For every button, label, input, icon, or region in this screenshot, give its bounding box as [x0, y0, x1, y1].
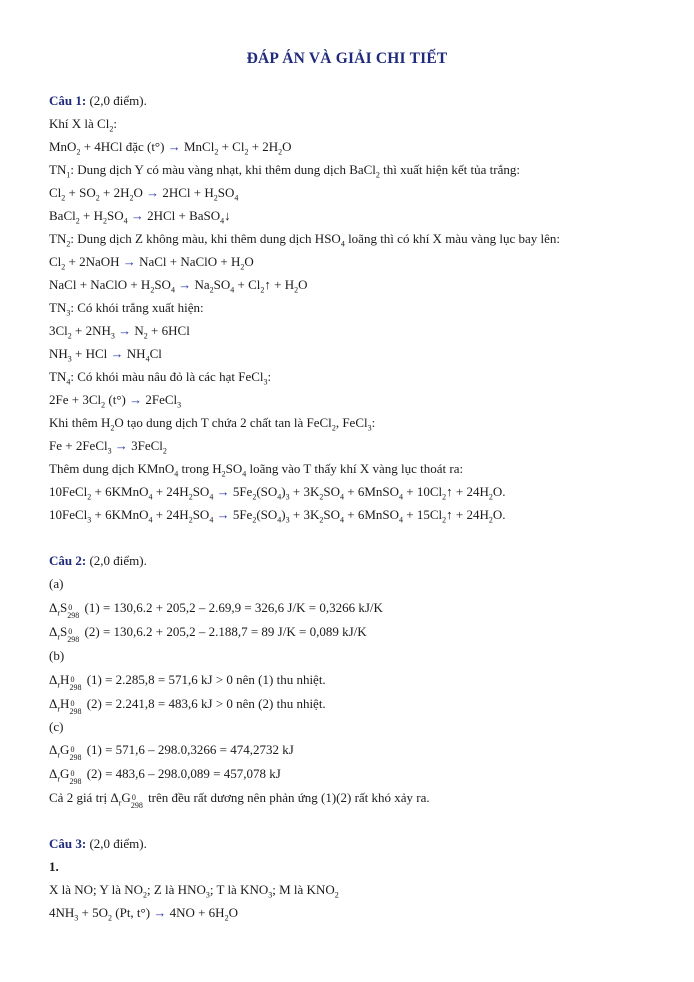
question-2-label: Câu 2:	[49, 553, 87, 568]
page-title: ĐÁP ÁN VÀ GIẢI CHI TIẾT	[246, 50, 448, 67]
conclusion: Cả 2 giá trị $\Delta_rG$ 0 298 trên đều rất dương nên phản ứng (1)(2) rất khó xảy ra.	[49, 790, 430, 810]
enthalpy-2: $\Delta_rH$ 0 298 (2) = 2.241,8 = 483,6 kJ > 0 nên (2) thu nhiệt.	[49, 696, 326, 716]
tn3-text: $TN_3$: Có khói trắng xuất hiện:	[49, 300, 204, 318]
gibbs-1: $\Delta_rG$ 0 298 (1) = 571,6 – 298.0,3266 = 474,2732 kJ	[49, 742, 294, 762]
question-3-label: Câu 3:	[49, 836, 87, 851]
tn4-text: $TN_4$: Có khói màu nâu đỏ là các hạt FeCl$_3$:	[49, 369, 272, 387]
entropy-2: $\Delta_rS$ 0 298 (2) = 130,6.2 + 205,2 – 2.188,7 = 89 J/K = 0,089 kJ/K	[49, 624, 367, 644]
enthalpy-1: $\Delta_rH$ 0 298 (1) = 2.285,8 = 571,6 kJ > 0 nên (1) thu nhiệt.	[49, 672, 326, 692]
equation-nh3-hcl: $NH_3$ + HCl → $NH_4Cl$	[49, 346, 162, 364]
equation-mno2: MnO$_2$ + 4HCl đặc (t°) → MnCl$_2$ + $Cl_2 + 2H_2O$	[49, 139, 292, 157]
line-gas: Khí X là $Cl_2$:	[49, 116, 117, 134]
question-3-heading: Câu 3: (2,0 điểm).	[49, 836, 147, 851]
equation-naclo: NaCl + NaClO + $H_2SO_4 \to Na_2SO_4$ + $Cl_2↑ + H_2O$	[49, 277, 308, 295]
equation-fecl3-kmno4: 10FeCl$_3$ + 6KMnO$_4$ + $24H_2SO_4 \to 5Fe_2(SO_4)_3 + 3K_2SO_4$ + 6MnSO$_4$ + $15Cl_2↑ + 24H_2O$.	[49, 507, 506, 525]
tn2-text: $TN_2$: Dung dịch Z không màu, khi thêm dung dịch $HSO_4$ loãng thì có khí X màu vàng lục bay lên:	[49, 231, 560, 249]
part-a-label: (a)	[49, 576, 64, 591]
part-b-label: (b)	[49, 648, 65, 663]
equation-fecl2-kmno4: 10FeCl$_2$ + 6KMnO$_4$ + $24H_2SO_4 \to 5Fe_2(SO_4)_3 + 3K_2SO_4$ + 6MnSO$_4$ + $10Cl_2↑ + 24H_2O$.	[49, 484, 506, 502]
equation-nh3-o2: $4NH_3 + 5O_2$ (Pt, $t^\circ) \to 4NO + 6H_2O$	[49, 905, 238, 923]
question-2-heading: Câu 2: (2,0 điểm).	[49, 553, 147, 568]
tn1-text: $TN_1$: Dung dịch Y có màu vàng nhạt, khi thêm dung dịch BaCl$_2$ thì xuất hiện kết tủa trắng:	[49, 162, 520, 180]
equation-cl2-naoh: $Cl_2$ + 2NaOH → NaCl + NaClO + $H_2O$	[49, 254, 254, 272]
equation-cl2-so2: $Cl_2 + SO_2 + 2H_2O \to 2HCl + H_2SO_4$	[49, 185, 239, 203]
equation-fe-cl2: $2Fe + 3Cl_2$ (t°) → 2FeCl$_3$	[49, 392, 182, 410]
part-1-label: 1.	[49, 859, 59, 874]
equation-bacl2: BaCl$_2$ + $H_2SO_4 \to 2HCl$ + BaSO$_4$↓	[49, 208, 231, 226]
kmno4-text: Thêm dung dịch KMnO$_4$ trong $H_2SO_4$ loãng vào T thấy khí X vàng lục thoát ra:	[49, 461, 464, 479]
equation-cl2-nh3: $3Cl_2 + 2NH_3 \to N_2 + 6HCl$	[49, 323, 190, 341]
identification: X là NO; Y là $NO_2$; Z là $HNO_3$; T là $KNO_3$; M là $KNO_2$	[49, 882, 339, 900]
question-1-label: Câu 1:	[49, 93, 87, 108]
question-1-heading: Câu 1: (2,0 điểm).	[49, 93, 147, 108]
h2o-text: Khi thêm $H_2O$ tạo dung dịch T chứa 2 chất tan là FeCl$_2$, FeCl$_3$:	[49, 415, 376, 433]
entropy-1: $\Delta_rS$ 0 298 (1) = 130,6.2 + 205,2 – 2.69,9 = 326,6 J/K = 0,3266 kJ/K	[49, 600, 383, 620]
equation-fe-fecl3: Fe + 2FeCl$_3$ → 3FeCl$_2$	[49, 438, 167, 456]
gibbs-2: $\Delta_rG$ 0 298 (2) = 483,6 – 298.0,089 = 457,078 kJ	[49, 766, 281, 786]
part-c-label: (c)	[49, 719, 64, 734]
